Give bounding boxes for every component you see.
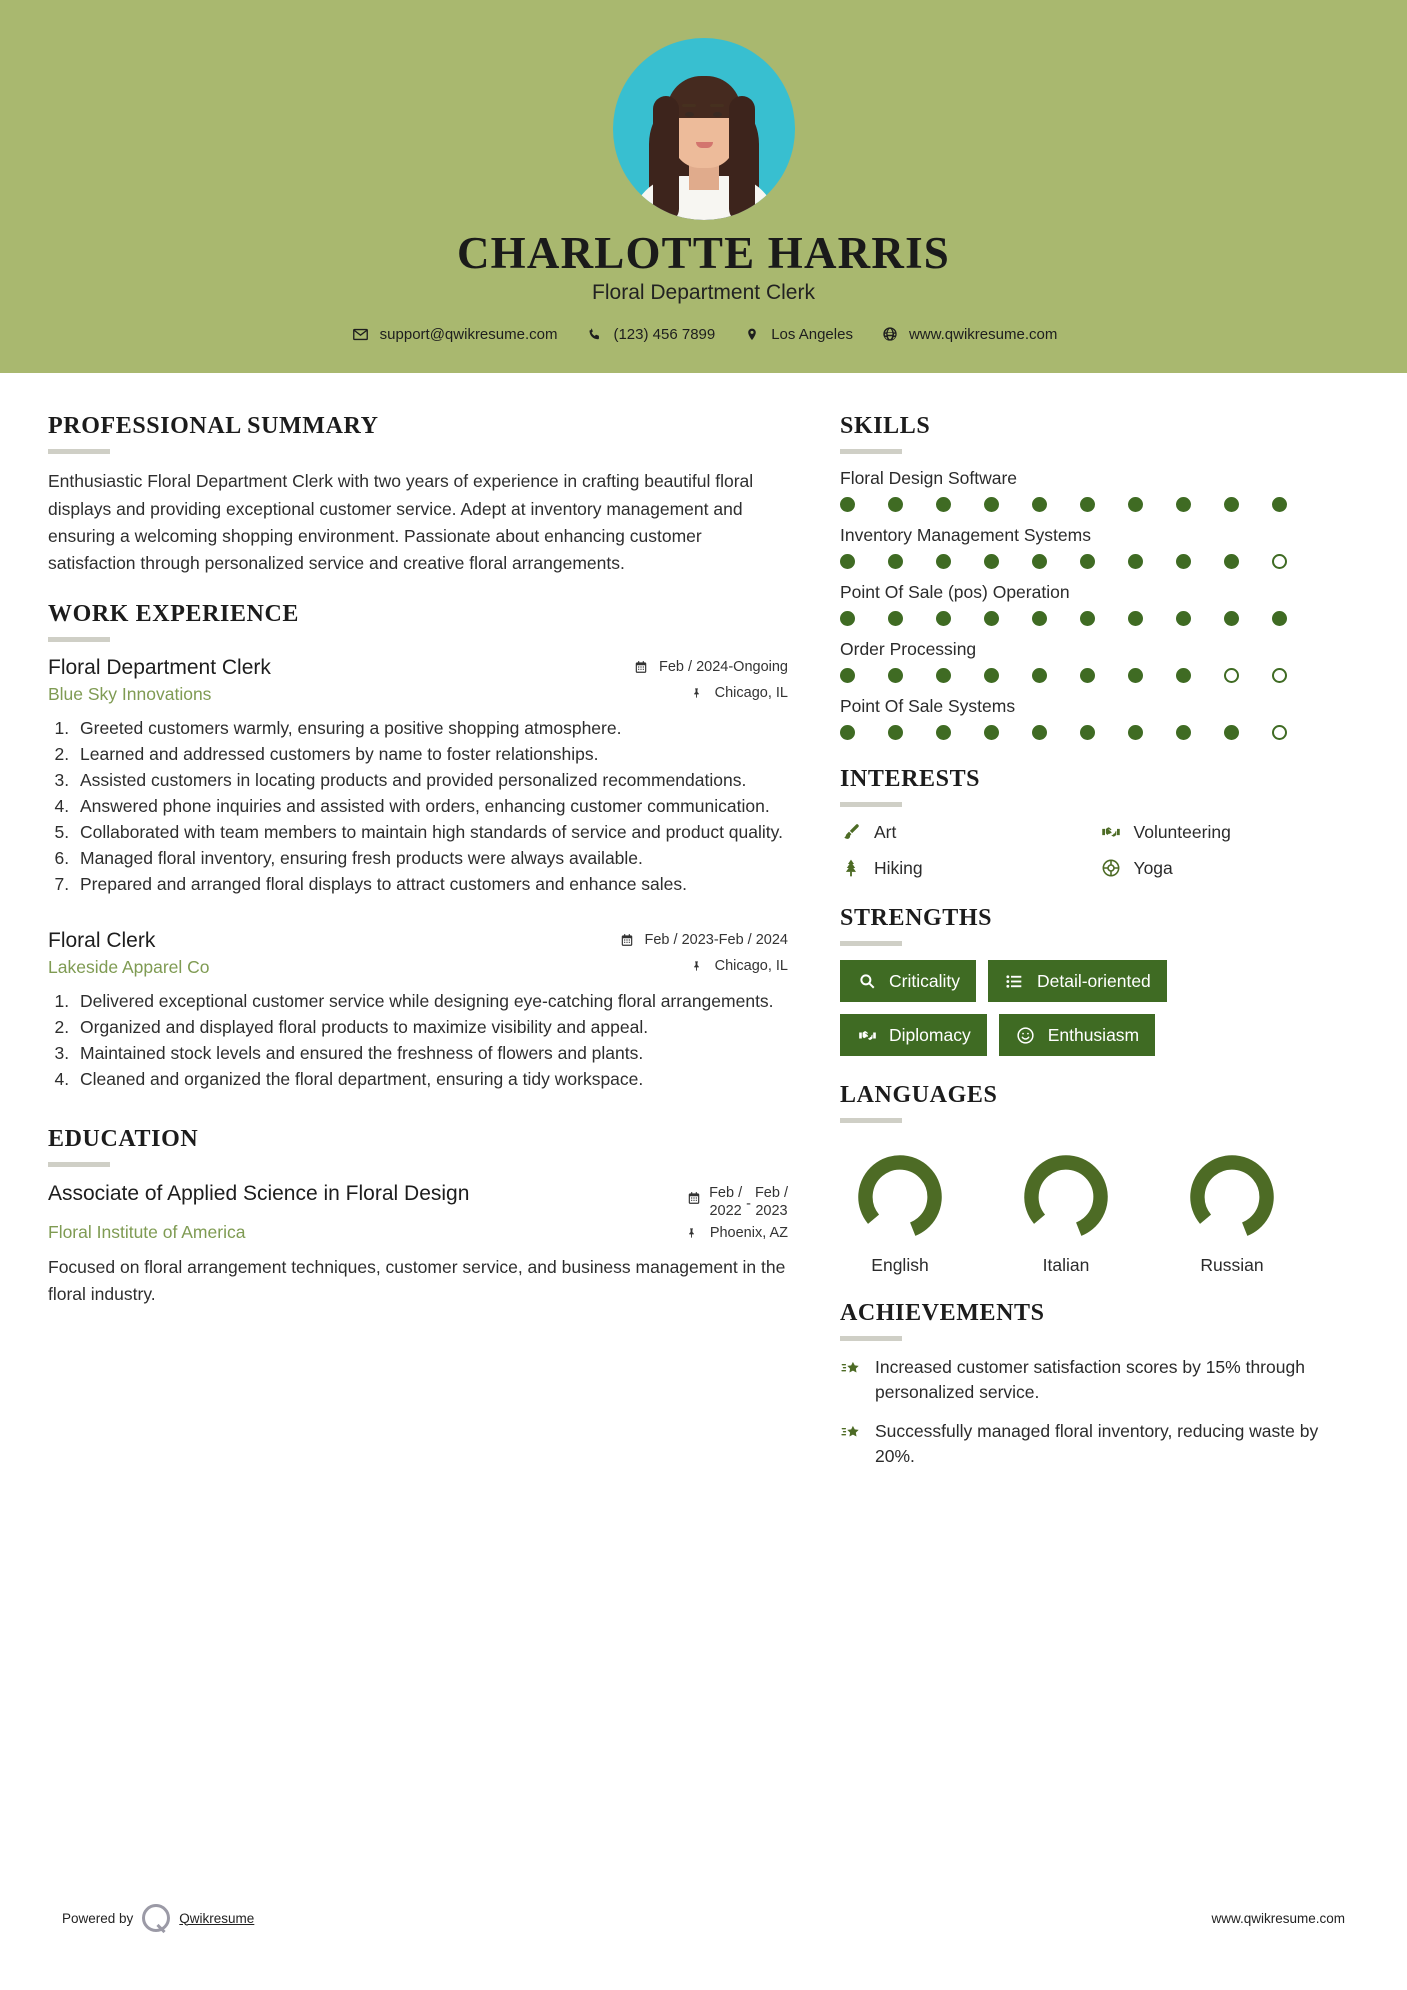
education-end-year: 2023 [755, 1203, 788, 1220]
rating-dot-empty [1272, 668, 1287, 683]
rating-dot-filled [1224, 611, 1239, 626]
job-entry [48, 929, 788, 1092]
skill-rating-dots [840, 497, 1359, 512]
resume-header [0, 0, 1407, 373]
candidate-name: CHARLOTTE HARRIS [456, 228, 951, 278]
education-start-month: Feb / [709, 1185, 743, 1202]
skill-item [840, 696, 1359, 740]
list-item: 2. Learned and addressed customers by name to foster relationships. [74, 742, 788, 767]
language-name: Italian [1042, 1255, 1090, 1276]
interest-label: Hiking [874, 857, 923, 878]
section-title-strengths: STRENGTHS [840, 905, 993, 932]
rating-dot-filled [1032, 497, 1047, 512]
skill-rating-dots [840, 725, 1359, 740]
rating-dot-filled [984, 554, 999, 569]
section-title-work: WORK EXPERIENCE [48, 600, 300, 627]
job-entry [48, 656, 788, 897]
rating-dot-filled [1080, 554, 1095, 569]
section-title-achievements: ACHIEVEMENTS [840, 1300, 1045, 1327]
shooting-star-icon [840, 1422, 862, 1444]
contact-email-text: support@qwikresume.com [379, 325, 558, 343]
language-name: Russian [1200, 1255, 1264, 1276]
rating-dot-filled [984, 725, 999, 740]
handshake-icon [1100, 821, 1122, 843]
qwikresume-brand-link[interactable]: Qwikresume [179, 1910, 255, 1926]
strengths-list [840, 960, 1359, 1056]
list-item: 4. Answered phone inquiries and assisted with orders, enhancing customer communication. [74, 794, 788, 819]
rating-dot-filled [1176, 554, 1191, 569]
section-rule [840, 941, 902, 946]
education-end-date [755, 1184, 788, 1220]
job-location [686, 955, 788, 977]
rating-dot-filled [1176, 497, 1191, 512]
footer [0, 1904, 1407, 1932]
rating-dot-filled [1128, 611, 1143, 626]
contact-phone[interactable] [583, 323, 715, 345]
section-interests [840, 766, 1359, 879]
rating-dot-filled [936, 725, 951, 740]
rating-dot-filled [1032, 554, 1047, 569]
contact-website-text: www.qwikresume.com [908, 325, 1058, 343]
job-location [686, 682, 788, 704]
list-item: 5. Collaborated with team members to maintain high standards of service and product quality. [74, 820, 788, 845]
list-item: 6. Managed floral inventory, ensuring fresh products were always available. [74, 846, 788, 871]
section-education [48, 1126, 788, 1307]
section-languages [840, 1082, 1359, 1276]
skill-name: Floral Design Software [840, 468, 1018, 489]
section-title-interests: INTERESTS [840, 766, 981, 793]
strength-chip-detail-oriented [988, 960, 1167, 1002]
section-work-experience [48, 601, 788, 1092]
pin-icon [681, 1222, 703, 1244]
interest-item [840, 821, 1100, 843]
rating-dot-filled [984, 668, 999, 683]
skill-item [840, 468, 1359, 512]
pin-icon [686, 682, 708, 704]
language-name: English [871, 1255, 929, 1276]
skill-name: Order Processing [840, 639, 977, 660]
education-school: Floral Institute of America [48, 1222, 246, 1243]
job-title: Floral Clerk [48, 929, 156, 952]
magnifier-icon [856, 970, 878, 992]
map-pin-icon [741, 323, 763, 345]
achievement-item [840, 1419, 1359, 1469]
job-dates-text: Feb / 2024-Ongoing [659, 658, 788, 675]
left-column [48, 413, 788, 1492]
avatar [613, 38, 795, 220]
strength-label: Diplomacy [889, 1024, 971, 1045]
rating-dot-filled [888, 668, 903, 683]
job-location-text: Chicago, IL [714, 684, 788, 701]
language-item [1006, 1149, 1126, 1276]
interests-grid [840, 821, 1359, 879]
language-donut [1184, 1149, 1280, 1245]
powered-by-label: Powered by [62, 1910, 134, 1926]
interest-label: Volunteering [1133, 821, 1231, 842]
rating-dot-filled [1080, 611, 1095, 626]
skill-name: Inventory Management Systems [840, 525, 1091, 546]
rating-dot-filled [1176, 725, 1191, 740]
rating-dot-filled [1080, 725, 1095, 740]
skill-item [840, 525, 1359, 569]
rating-dot-filled [840, 497, 855, 512]
strength-label: Enthusiasm [1047, 1024, 1140, 1045]
calendar-icon [683, 1187, 705, 1209]
contact-website[interactable] [879, 323, 1057, 345]
job-dates [616, 929, 789, 951]
job-dates-text: Feb / 2023-Feb / 2024 [644, 932, 788, 948]
globe-icon [879, 323, 901, 345]
strength-chip-diplomacy [840, 1014, 987, 1056]
achievement-item [840, 1355, 1359, 1405]
achievement-text: Increased customer satisfaction scores by 15% through personalized service. [875, 1357, 1305, 1403]
section-title-education: EDUCATION [48, 1126, 199, 1153]
skill-item [840, 582, 1359, 626]
section-rule [48, 637, 110, 642]
list-item: 4. Cleaned and organized the floral department, ensuring a tidy workspace. [74, 1067, 788, 1092]
rating-dot-filled [1224, 725, 1239, 740]
rating-dot-filled [1032, 668, 1047, 683]
section-summary [48, 413, 788, 577]
language-donut [1018, 1149, 1114, 1245]
rating-dot-filled [1128, 668, 1143, 683]
section-rule [48, 449, 110, 454]
rating-dot-filled [1176, 611, 1191, 626]
shooting-star-icon [840, 1358, 862, 1380]
skill-rating-dots [840, 554, 1359, 569]
rating-dot-filled [984, 497, 999, 512]
language-donut [852, 1149, 948, 1245]
handshake-icon [856, 1024, 878, 1046]
rating-dot-filled [1224, 554, 1239, 569]
education-degree: Associate of Applied Science in Floral Design [48, 1182, 470, 1206]
rating-dot-filled [840, 611, 855, 626]
rating-dot-filled [840, 725, 855, 740]
interest-item [1100, 821, 1360, 843]
section-title-languages: LANGUAGES [840, 1082, 998, 1109]
list-item: 1. Greeted customers warmly, ensuring a positive shopping atmosphere. [74, 716, 788, 741]
list-item: 7. Prepared and arranged floral displays to attract customers and enhance sales. [74, 872, 788, 897]
education-entry [48, 1181, 788, 1307]
rating-dot-filled [936, 497, 951, 512]
rating-dot-empty [1224, 668, 1239, 683]
rating-dot-filled [1032, 725, 1047, 740]
skill-rating-dots [840, 668, 1359, 683]
rating-dot-filled [1272, 497, 1287, 512]
education-dates [683, 1181, 788, 1220]
rating-dot-empty [1272, 725, 1287, 740]
envelope-icon [350, 323, 372, 345]
job-dates [630, 656, 788, 678]
rating-dot-filled [936, 668, 951, 683]
education-date-separator: - [746, 1196, 751, 1213]
list-icon [1004, 970, 1026, 992]
job-company: Blue Sky Innovations [48, 683, 212, 704]
yoga-wheel-icon [1100, 857, 1122, 879]
strength-chip-enthusiasm [999, 1014, 1155, 1056]
rating-dot-filled [840, 554, 855, 569]
interest-label: Art [874, 821, 897, 842]
summary-text: Enthusiastic Floral Department Clerk with two years of experience in crafting beautiful floral displays and providing exceptional customer service. Adept at inventory management and ensuring a welcoming shopping environment. Passionate about enhancing customer satisfaction through personalized service and creative floral arrangements. [48, 471, 754, 573]
skill-item [840, 639, 1359, 683]
education-location [681, 1222, 788, 1244]
section-rule [840, 449, 902, 454]
rating-dot-empty [1272, 554, 1287, 569]
qwikresume-logo-icon [142, 1904, 170, 1932]
rating-dot-filled [1128, 497, 1143, 512]
contact-phone-text: (123) 456 7899 [613, 325, 716, 343]
job-duties-list [74, 716, 788, 897]
contact-bar [0, 323, 1407, 345]
contact-location-text: Los Angeles [771, 325, 853, 343]
rating-dot-filled [888, 554, 903, 569]
section-rule [48, 1162, 110, 1167]
rating-dot-filled [1032, 611, 1047, 626]
section-title-summary: PROFESSIONAL SUMMARY [48, 413, 379, 440]
job-title: Floral Department Clerk [48, 655, 271, 679]
achievement-text: Successfully managed floral inventory, reducing waste by 20%. [875, 1421, 1319, 1466]
job-company: Lakeside Apparel Co [48, 957, 210, 977]
rating-dot-filled [984, 611, 999, 626]
section-strengths [840, 905, 1359, 1056]
rating-dot-filled [936, 554, 951, 569]
rating-dot-filled [1272, 611, 1287, 626]
job-location-text: Chicago, IL [714, 958, 788, 974]
job-duties-list [74, 989, 788, 1092]
section-title-skills: SKILLS [840, 413, 931, 440]
rating-dot-filled [936, 611, 951, 626]
education-description: Focused on floral arrangement techniques, customer service, and business management in the floral industry. [48, 1257, 786, 1304]
resume-body [0, 373, 1407, 1492]
rating-dot-filled [1176, 668, 1191, 683]
rating-dot-filled [888, 725, 903, 740]
footer-website[interactable]: www.qwikresume.com [1211, 1910, 1345, 1926]
education-end-month: Feb / [754, 1185, 788, 1202]
language-item [1172, 1149, 1292, 1276]
powered-by-block [62, 1904, 254, 1932]
strength-label: Criticality [889, 970, 960, 991]
section-rule [840, 1118, 902, 1123]
section-skills [840, 413, 1359, 740]
interest-item [840, 857, 1100, 879]
rating-dot-filled [888, 497, 903, 512]
contact-location [741, 323, 853, 345]
tree-icon [840, 857, 862, 879]
rating-dot-filled [1080, 668, 1095, 683]
rating-dot-filled [1224, 497, 1239, 512]
interest-item [1100, 857, 1360, 879]
list-item: 3. Maintained stock levels and ensured the freshness of flowers and plants. [74, 1041, 788, 1066]
skill-name: Point Of Sale (pos) Operation [840, 582, 1070, 603]
right-column [840, 413, 1359, 1492]
skill-name: Point Of Sale Systems [840, 696, 1016, 717]
smiley-icon [1015, 1024, 1037, 1046]
rating-dot-filled [1080, 497, 1095, 512]
education-start-date [709, 1184, 742, 1220]
list-item: 3. Assisted customers in locating products and provided personalized recommendations. [74, 768, 788, 793]
calendar-icon [630, 656, 652, 678]
calendar-icon [616, 929, 638, 951]
language-item [840, 1149, 960, 1276]
section-rule [840, 802, 902, 807]
contact-email[interactable] [350, 323, 558, 345]
rating-dot-filled [888, 611, 903, 626]
list-item: 2. Organized and displayed floral products to maximize visibility and appeal. [74, 1015, 788, 1040]
rating-dot-filled [1128, 554, 1143, 569]
skill-rating-dots [840, 611, 1359, 626]
education-start-year: 2022 [709, 1203, 742, 1220]
interest-label: Yoga [1133, 857, 1173, 878]
section-achievements [840, 1300, 1359, 1468]
rating-dot-filled [1128, 725, 1143, 740]
pin-icon [686, 955, 708, 977]
languages-list [840, 1137, 1359, 1276]
candidate-role: Floral Department Clerk [592, 281, 815, 305]
section-rule [840, 1336, 902, 1341]
strength-chip-criticality [840, 960, 976, 1002]
strength-label: Detail-oriented [1036, 970, 1151, 991]
education-location-text: Phoenix, AZ [709, 1225, 788, 1242]
phone-icon [583, 323, 605, 345]
rating-dot-filled [840, 668, 855, 683]
list-item: 1. Delivered exceptional customer service while designing eye-catching floral arrangements. [74, 989, 788, 1014]
paintbrush-icon [840, 821, 862, 843]
